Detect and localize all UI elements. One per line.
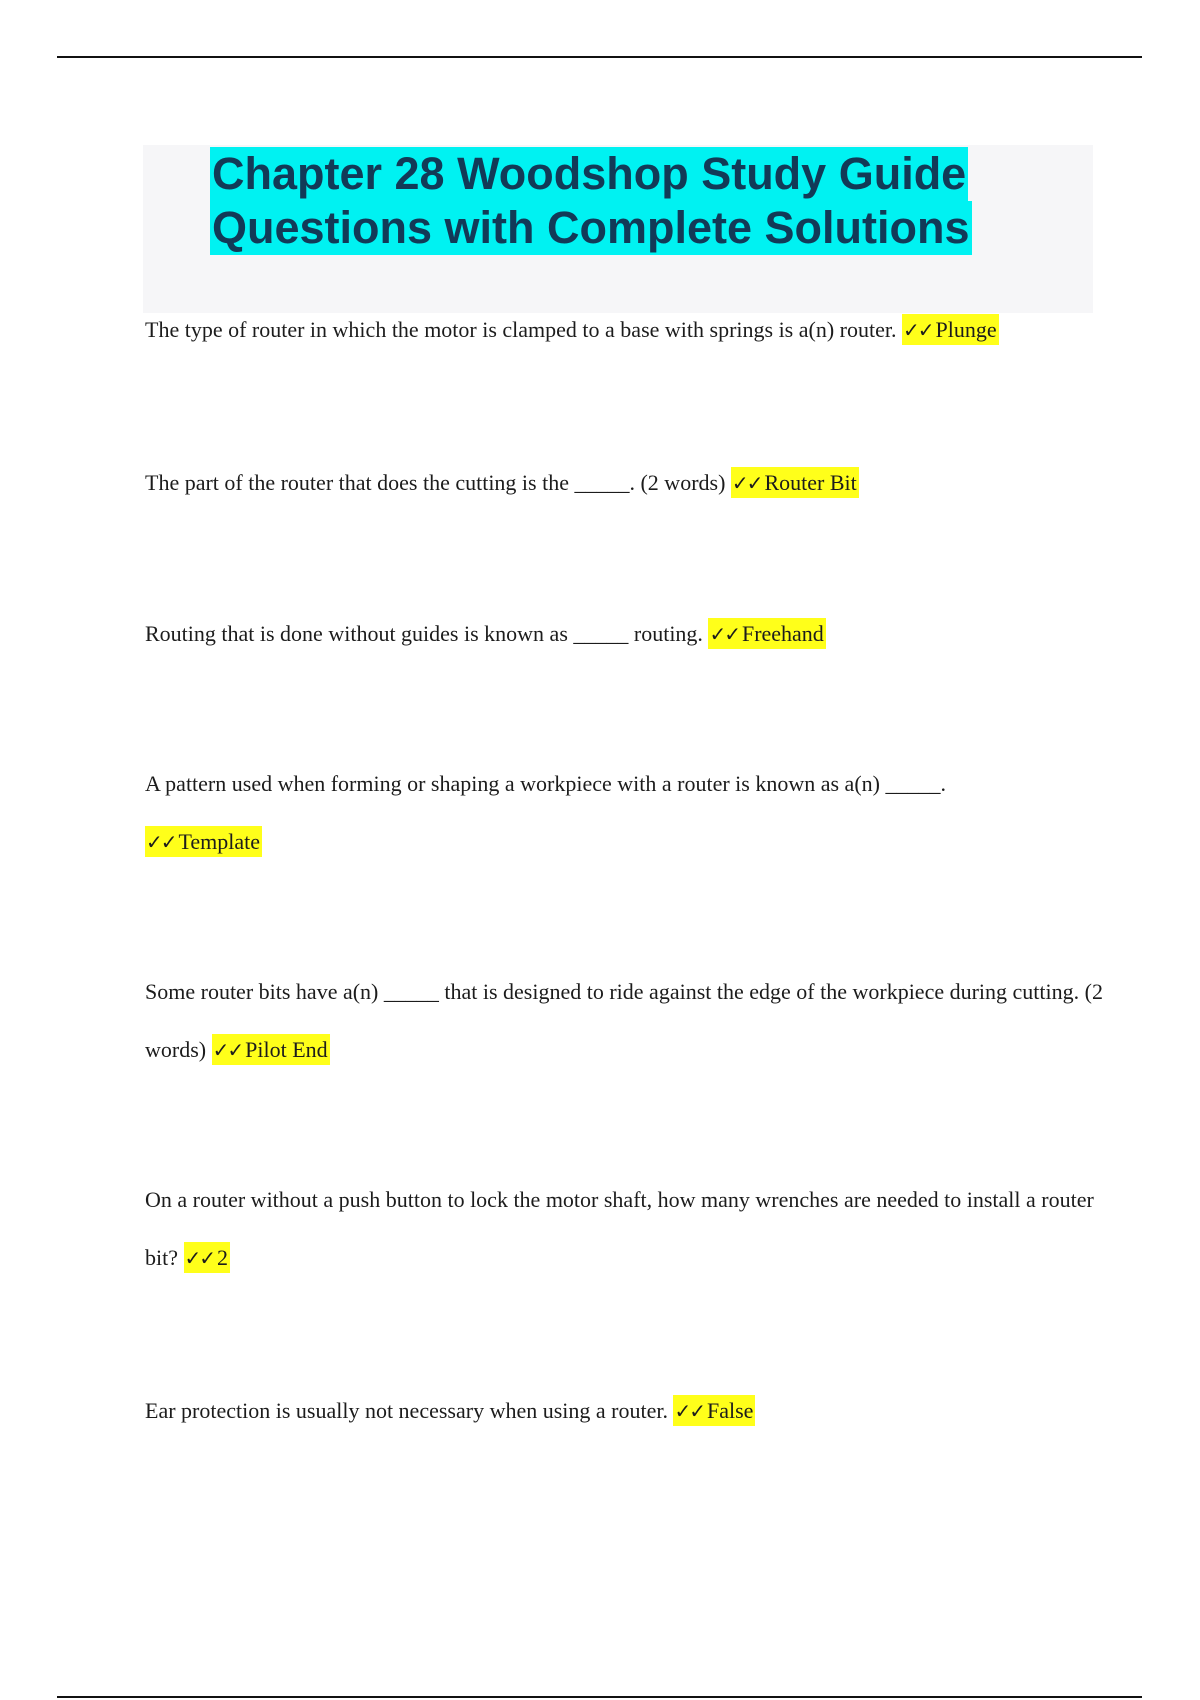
bottom-rule <box>57 1696 1142 1698</box>
document-title <box>210 147 1025 255</box>
answer-highlight <box>673 1395 755 1426</box>
question-text: The type of router in which the motor is clamped to a base with springs is a(n) router. <box>145 317 897 342</box>
check-icon: ✓✓ <box>146 830 176 854</box>
answer-text: False <box>707 1398 754 1423</box>
answer-text: Template <box>178 829 261 854</box>
answer-text: Plunge <box>935 317 997 342</box>
check-icon: ✓✓ <box>184 1246 215 1270</box>
check-icon: ✓✓ <box>709 622 739 646</box>
qa-item-5 <box>145 963 1105 1079</box>
qa-item-7 <box>145 1382 1105 1440</box>
title-line-2: Questions with Complete Solutions <box>212 202 970 253</box>
top-rule <box>57 56 1142 58</box>
qa-item-1 <box>145 301 1105 359</box>
question-text: The part of the router that does the cutting is the _____. (2 words) <box>145 470 726 495</box>
answer-highlight <box>731 467 859 498</box>
answer-text: 2 <box>217 1245 229 1270</box>
answer-text: Router Bit <box>764 470 857 495</box>
check-icon: ✓✓ <box>674 1399 704 1423</box>
qa-item-6 <box>145 1171 1105 1287</box>
question-text: Routing that is done without guides is known as _____ routing. <box>145 621 703 646</box>
check-icon: ✓✓ <box>902 318 933 342</box>
answer-highlight <box>145 826 262 857</box>
qa-item-2 <box>145 454 1105 512</box>
question-text: On a router without a push button to lock the motor shaft, how many wrenches are needed to install a router bit? <box>145 1187 1094 1270</box>
question-text: Ear protection is usually not necessary when using a router. <box>145 1398 668 1423</box>
question-text: Some router bits have a(n) _____ that is designed to ride against the edge of the workpiece during cutting. (2 words) <box>145 979 1103 1062</box>
answer-highlight <box>212 1034 330 1065</box>
answer-highlight <box>184 1242 231 1273</box>
check-icon: ✓✓ <box>731 471 762 495</box>
qa-item-4 <box>145 755 1105 871</box>
answer-highlight <box>902 314 999 345</box>
answer-text: Freehand <box>741 621 824 646</box>
check-icon: ✓✓ <box>212 1038 243 1062</box>
answer-highlight <box>708 618 825 649</box>
question-text: A pattern used when forming or shaping a workpiece with a router is known as a(n) _____. <box>145 771 946 796</box>
title-line-1: Chapter 28 Woodshop Study Guide <box>212 148 967 199</box>
qa-item-3 <box>145 605 1105 663</box>
answer-text: Pilot End <box>245 1037 328 1062</box>
